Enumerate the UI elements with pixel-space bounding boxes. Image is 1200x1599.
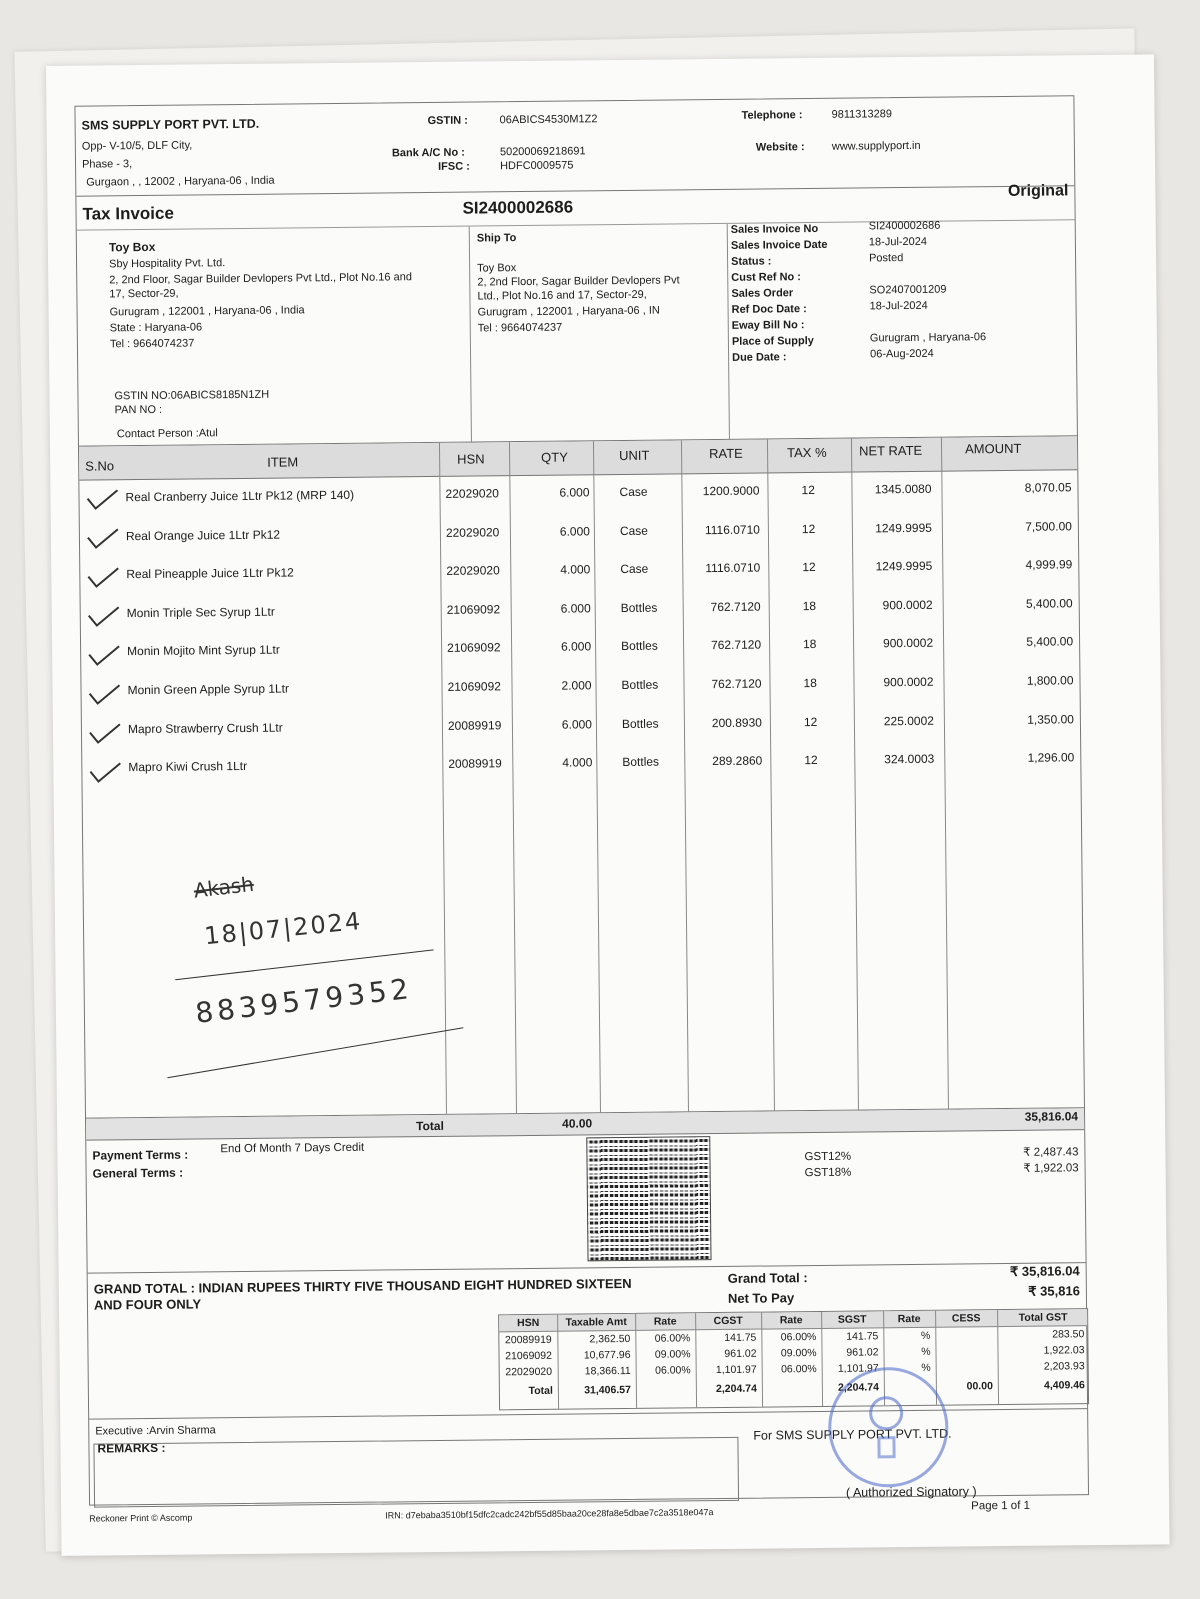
ship-to-line3: Gurugram , 122001 , Haryana-06 , IN <box>477 304 660 319</box>
hsn-cell: 20089919 <box>504 1333 552 1347</box>
cell-tax: 12 <box>802 560 816 575</box>
cell-rate: 1116.0710 <box>704 522 760 537</box>
hsn-cell: Rate <box>779 1314 803 1327</box>
cell-tax: 18 <box>803 675 817 691</box>
cell-amount: 1,800.00 <box>1026 673 1074 688</box>
hsn-cell: HSN <box>517 1316 540 1330</box>
cell-qty: 6.000 <box>561 716 592 732</box>
meta-label: Sales Order <box>731 287 794 300</box>
cell-qty: 6.000 <box>560 601 591 616</box>
company-address-3: Gurgaon , , 12002 , Haryana-06 , India <box>86 174 275 189</box>
remarks-box <box>93 1437 739 1508</box>
cell-qty: 6.000 <box>561 639 592 655</box>
qr-code <box>586 1136 711 1261</box>
hsn-summary-table <box>498 1308 1089 1410</box>
col-rate: RATE <box>709 445 743 462</box>
cell-item: Real Pineapple Juice 1Ltr Pk12 <box>126 565 294 582</box>
copy-label: Original <box>1007 182 1069 200</box>
hsn-cell: 21069092 <box>505 1349 552 1363</box>
cell-amount: 5,400.00 <box>1025 596 1073 611</box>
remarks-label: REMARKS : <box>97 1440 166 1456</box>
for-company: For SMS SUPPLY PORT PVT. LTD. <box>753 1426 952 1443</box>
gst12-value: ₹ 2,487.43 <box>1023 1146 1079 1159</box>
handwritten-phone: 8839579352 <box>193 971 415 1030</box>
meta-label: Ref Doc Date : <box>731 303 807 316</box>
check-mark-icon <box>88 722 122 744</box>
doc-title: Tax Invoice <box>82 203 174 224</box>
telephone: 9811313289 <box>831 108 892 121</box>
hsn-cell: 06.00% <box>780 1331 817 1344</box>
company-address-1: Opp- V-10/5, DLF City, <box>81 139 193 153</box>
total-amount: 35,816.04 <box>1024 1109 1079 1124</box>
check-mark-icon <box>86 566 120 588</box>
meta-value: 18-Jul-2024 <box>868 235 928 249</box>
handwritten-date: 18|07|2024 <box>203 906 364 951</box>
cell-rate: 762.7120 <box>710 599 761 614</box>
hsn-cell: CESS <box>951 1312 981 1325</box>
invoice-sheet <box>46 54 1170 1556</box>
bill-to-state: State : Haryana-06 <box>109 321 203 335</box>
hsn-cell: 06.00% <box>655 1364 691 1377</box>
bill-to-pan: PAN NO : <box>114 403 163 417</box>
hsn-cell: 961.02 <box>724 1347 757 1360</box>
hsn-cell: Rate <box>653 1315 677 1328</box>
meta-label: Place of Supply <box>731 334 814 348</box>
bank-label: Bank A/C No : <box>391 146 465 160</box>
cell-qty: 4.000 <box>560 562 591 577</box>
cell-hsn: 21069092 <box>447 679 501 694</box>
payment-terms: End Of Month 7 Days Credit <box>220 1141 365 1156</box>
hsn-cell: 1,922.03 <box>1043 1344 1085 1357</box>
company-address-2: Phase - 3, <box>81 158 133 171</box>
hsn-cell: SGST <box>837 1313 867 1326</box>
cell-tax: 12 <box>803 714 818 729</box>
cell-qty: 4.000 <box>562 755 593 770</box>
hsn-cell: Total <box>528 1384 553 1398</box>
cell-hsn: 22029020 <box>445 524 500 540</box>
cell-hsn: 21069092 <box>446 602 501 617</box>
check-mark-icon <box>87 683 121 705</box>
net-to-pay-label: Net To Pay <box>727 1290 795 1306</box>
cell-hsn: 20089919 <box>447 717 502 733</box>
hsn-cell: 141.75 <box>724 1331 757 1344</box>
gst18-value: ₹ 1,922.03 <box>1023 1162 1079 1175</box>
cell-unit: Bottles <box>622 754 660 770</box>
hsn-cell: 09.00% <box>654 1348 691 1361</box>
cell-item: Mapro Kiwi Crush 1Ltr <box>128 759 248 775</box>
items-table <box>79 436 1084 1118</box>
company-stamp <box>828 1367 949 1488</box>
hsn-cell: % <box>920 1329 931 1342</box>
grand-total-label: Grand Total : <box>727 1270 808 1286</box>
cell-item: Monin Mojito Mint Syrup 1Ltr <box>127 642 280 659</box>
meta-value: SI2400002686 <box>868 219 941 233</box>
meta-label: Eway Bill No : <box>731 319 805 332</box>
cell-rate: 200.8930 <box>711 715 762 730</box>
address-block <box>77 220 1077 446</box>
cell-qty: 6.000 <box>559 523 590 539</box>
cell-qty: 6.000 <box>559 485 590 500</box>
grand-total-value: ₹ 35,816.04 <box>1009 1263 1080 1279</box>
ship-to-name: Toy Box <box>477 262 517 275</box>
cell-hsn: 22029020 <box>445 486 499 501</box>
cell-hsn: 22029020 <box>446 563 500 579</box>
cell-unit: Case <box>620 561 649 577</box>
hsn-cell: 09.00% <box>780 1347 817 1360</box>
cell-rate: 1200.9000 <box>702 483 760 499</box>
cell-net: 324.0003 <box>884 751 935 767</box>
page-number: Page 1 of 1 <box>971 1499 1031 1513</box>
meta-label: Status : <box>731 255 772 268</box>
ship-to-line1: 2, 2nd Floor, Sagar Builder Devlopers Pvt <box>477 274 680 289</box>
hsn-cell: 141.75 <box>846 1330 879 1343</box>
cell-hsn: 21069092 <box>447 640 501 656</box>
hsn-cell: 283.50 <box>1052 1328 1085 1341</box>
invoice-number: SI2400002686 <box>462 197 574 218</box>
ship-to-label: Ship To <box>476 232 517 245</box>
hsn-cell: 10,677.96 <box>583 1348 631 1362</box>
cell-hsn: 20089919 <box>448 756 502 772</box>
bill-to-gstin: GSTIN NO:06ABICS8185N1ZH <box>114 388 270 403</box>
cell-net: 900.0002 <box>882 636 934 651</box>
cell-unit: Bottles <box>620 600 658 615</box>
hsn-cell: 2,204.74 <box>715 1382 757 1396</box>
meta-value: 06-Aug-2024 <box>870 347 934 361</box>
website-label: Website : <box>755 141 805 154</box>
hsn-cell: 00.00 <box>966 1380 993 1393</box>
cell-rate: 762.7120 <box>710 637 762 653</box>
general-terms-label: General Terms : <box>92 1165 184 1181</box>
authorized-signatory: ( Authorized Signatory ) <box>845 1484 977 1500</box>
hsn-cell: 1,101.97 <box>715 1363 757 1377</box>
ship-to-tel: Tel : 9664074237 <box>477 321 563 335</box>
cell-item: Monin Triple Sec Syrup 1Ltr <box>126 604 275 620</box>
ship-to-line2: Ltd., Plot No.16 and 17, Sector-29, <box>477 288 647 303</box>
cell-rate: 762.7120 <box>711 676 762 692</box>
ifsc-label: IFSC : <box>438 160 470 173</box>
hsn-cell: 06.00% <box>654 1332 691 1345</box>
cell-tax: 12 <box>804 753 818 768</box>
cell-net: 1249.9995 <box>875 520 932 535</box>
col-item: ITEM <box>267 454 299 470</box>
cell-net: 1249.9995 <box>875 558 933 574</box>
col-hsn: HSN <box>457 451 485 467</box>
meta-label: Sales Invoice No <box>730 222 819 236</box>
payment-terms-label: Payment Terms : <box>92 1147 189 1163</box>
cell-rate: 289.2860 <box>712 753 763 769</box>
hsn-cell: 2,203.93 <box>1043 1360 1085 1373</box>
cell-amount: 7,500.00 <box>1025 518 1072 534</box>
hsn-cell: Total GST <box>1018 1311 1068 1324</box>
executive: Executive :Arvin Sharma <box>95 1424 216 1438</box>
company-header <box>75 96 1074 196</box>
bill-to-contact: Contact Person :Atul <box>116 427 218 441</box>
meta-label: Sales Invoice Date <box>730 238 828 252</box>
cell-item: Real Orange Juice 1Ltr Pk12 <box>125 527 281 543</box>
bill-to-line1: 2, 2nd Floor, Sagar Builder Devlopers Pvt Ltd., Plot No.16 and <box>109 271 412 287</box>
cell-tax: 12 <box>801 521 816 536</box>
cell-unit: Case <box>619 484 648 500</box>
meta-label: Cust Ref No : <box>731 271 801 284</box>
company-name: SMS SUPPLY PORT PVT. LTD. <box>81 116 260 133</box>
hsn-cell: % <box>921 1361 931 1374</box>
gst18-label: GST18% <box>804 1166 852 1180</box>
cell-amount: 4,999.99 <box>1025 557 1073 572</box>
website: www.supplyport.in <box>831 139 921 153</box>
hsn-cell: % <box>921 1345 931 1358</box>
col-net-rate: NET RATE <box>858 442 923 459</box>
cell-unit: Bottles <box>621 639 658 654</box>
check-mark-icon <box>87 644 121 666</box>
amount-in-words-1: GRAND TOTAL : INDIAN RUPEES THIRTY FIVE THOUSAND EIGHT HUNDRED SIXTEEN <box>93 1275 632 1297</box>
hsn-cell: 2,204.74 <box>837 1381 879 1394</box>
gstin-label: GSTIN : <box>427 114 469 128</box>
cell-amount: 8,070.05 <box>1024 480 1072 495</box>
terms-block <box>86 1130 1085 1272</box>
cell-unit: Case <box>619 523 648 538</box>
check-mark-icon <box>86 527 120 549</box>
cell-amount: 1,350.00 <box>1027 711 1074 727</box>
bill-to-name: Toy Box <box>108 239 156 255</box>
hsn-cell: 961.02 <box>846 1346 879 1359</box>
cell-item: Monin Green Apple Syrup 1Ltr <box>127 681 290 698</box>
cell-amount: 1,296.00 <box>1027 750 1075 765</box>
hsn-cell: Rate <box>897 1312 921 1326</box>
cell-rate: 1116.0710 <box>705 560 761 576</box>
col-qty: QTY <box>541 449 568 465</box>
cell-qty: 2.000 <box>561 678 592 693</box>
col-amount: AMOUNT <box>964 440 1022 457</box>
meta-label: Due Date : <box>732 351 787 364</box>
bank-account: 50200069218691 <box>499 145 586 159</box>
invoice-frame <box>74 95 1089 1505</box>
cell-unit: Bottles <box>621 677 659 693</box>
cell-amount: 5,400.00 <box>1026 634 1074 650</box>
bill-to-company: Sby Hospitality Pvt. Ltd. <box>109 257 226 271</box>
hsn-cell: 4,409.46 <box>1043 1379 1085 1392</box>
hsn-cell: 1,101.97 <box>837 1362 879 1375</box>
hsn-cell: 18,366.11 <box>584 1364 631 1378</box>
bill-to-line2: 17, Sector-29, <box>109 287 179 301</box>
total-label: Total <box>416 1118 444 1134</box>
cell-net: 1345.0080 <box>874 481 932 497</box>
meta-value: SO2407001209 <box>869 283 947 297</box>
cell-item: Real Cranberry Juice 1Ltr Pk12 (MRP 140) <box>125 487 355 505</box>
hsn-cell: 2,362.50 <box>589 1332 631 1346</box>
total-qty: 40.00 <box>562 1116 593 1131</box>
hsn-cell: CGST <box>713 1314 743 1328</box>
telephone-label: Telephone : <box>741 109 803 122</box>
hsn-cell: 22029020 <box>505 1365 553 1379</box>
check-mark-icon <box>87 605 121 627</box>
handwritten-name: Akash <box>192 871 256 903</box>
hsn-cell: 31,406.57 <box>584 1383 631 1397</box>
ifsc-code: HDFC0009575 <box>500 159 574 173</box>
cell-net: 225.0002 <box>883 713 934 728</box>
meta-value: 18-Jul-2024 <box>869 299 928 313</box>
cell-tax: 12 <box>801 482 815 498</box>
col-tax: TAX % <box>787 444 827 461</box>
company-gstin: 06ABICS4530M1Z2 <box>499 113 598 127</box>
amount-in-words-2: AND FOUR ONLY <box>93 1296 202 1313</box>
cell-tax: 18 <box>802 598 817 613</box>
net-to-pay-value: ₹ 35,816 <box>1028 1283 1080 1299</box>
cell-tax: 18 <box>803 637 817 652</box>
irn: IRN: d7ebaba3510bf15dfc2cadc242bf55d85baa20ce28fa8e5dbae7c2a3518e047a <box>385 1507 714 1521</box>
cell-net: 900.0002 <box>882 597 933 613</box>
check-mark-icon <box>85 488 119 510</box>
printed-by: Reckoner Print © Ascomp <box>89 1512 193 1524</box>
cell-unit: Bottles <box>621 716 659 731</box>
col-sno: S.No <box>85 458 115 474</box>
col-unit: UNIT <box>619 447 650 464</box>
hsn-cell: 06.00% <box>781 1363 817 1376</box>
bill-to-line3: Gurugram , 122001 , Haryana-06 , India <box>109 304 305 319</box>
meta-value: Posted <box>868 252 904 265</box>
cell-net: 900.0002 <box>883 674 934 690</box>
check-mark-icon <box>88 761 122 783</box>
cell-item: Mapro Strawberry Crush 1Ltr <box>127 720 283 736</box>
hsn-cell: Taxable Amt <box>565 1315 627 1329</box>
meta-value: Gurugram , Haryana-06 <box>869 331 987 345</box>
gst12-label: GST12% <box>804 1150 852 1164</box>
bill-to-tel: Tel : 9664074237 <box>109 337 195 351</box>
